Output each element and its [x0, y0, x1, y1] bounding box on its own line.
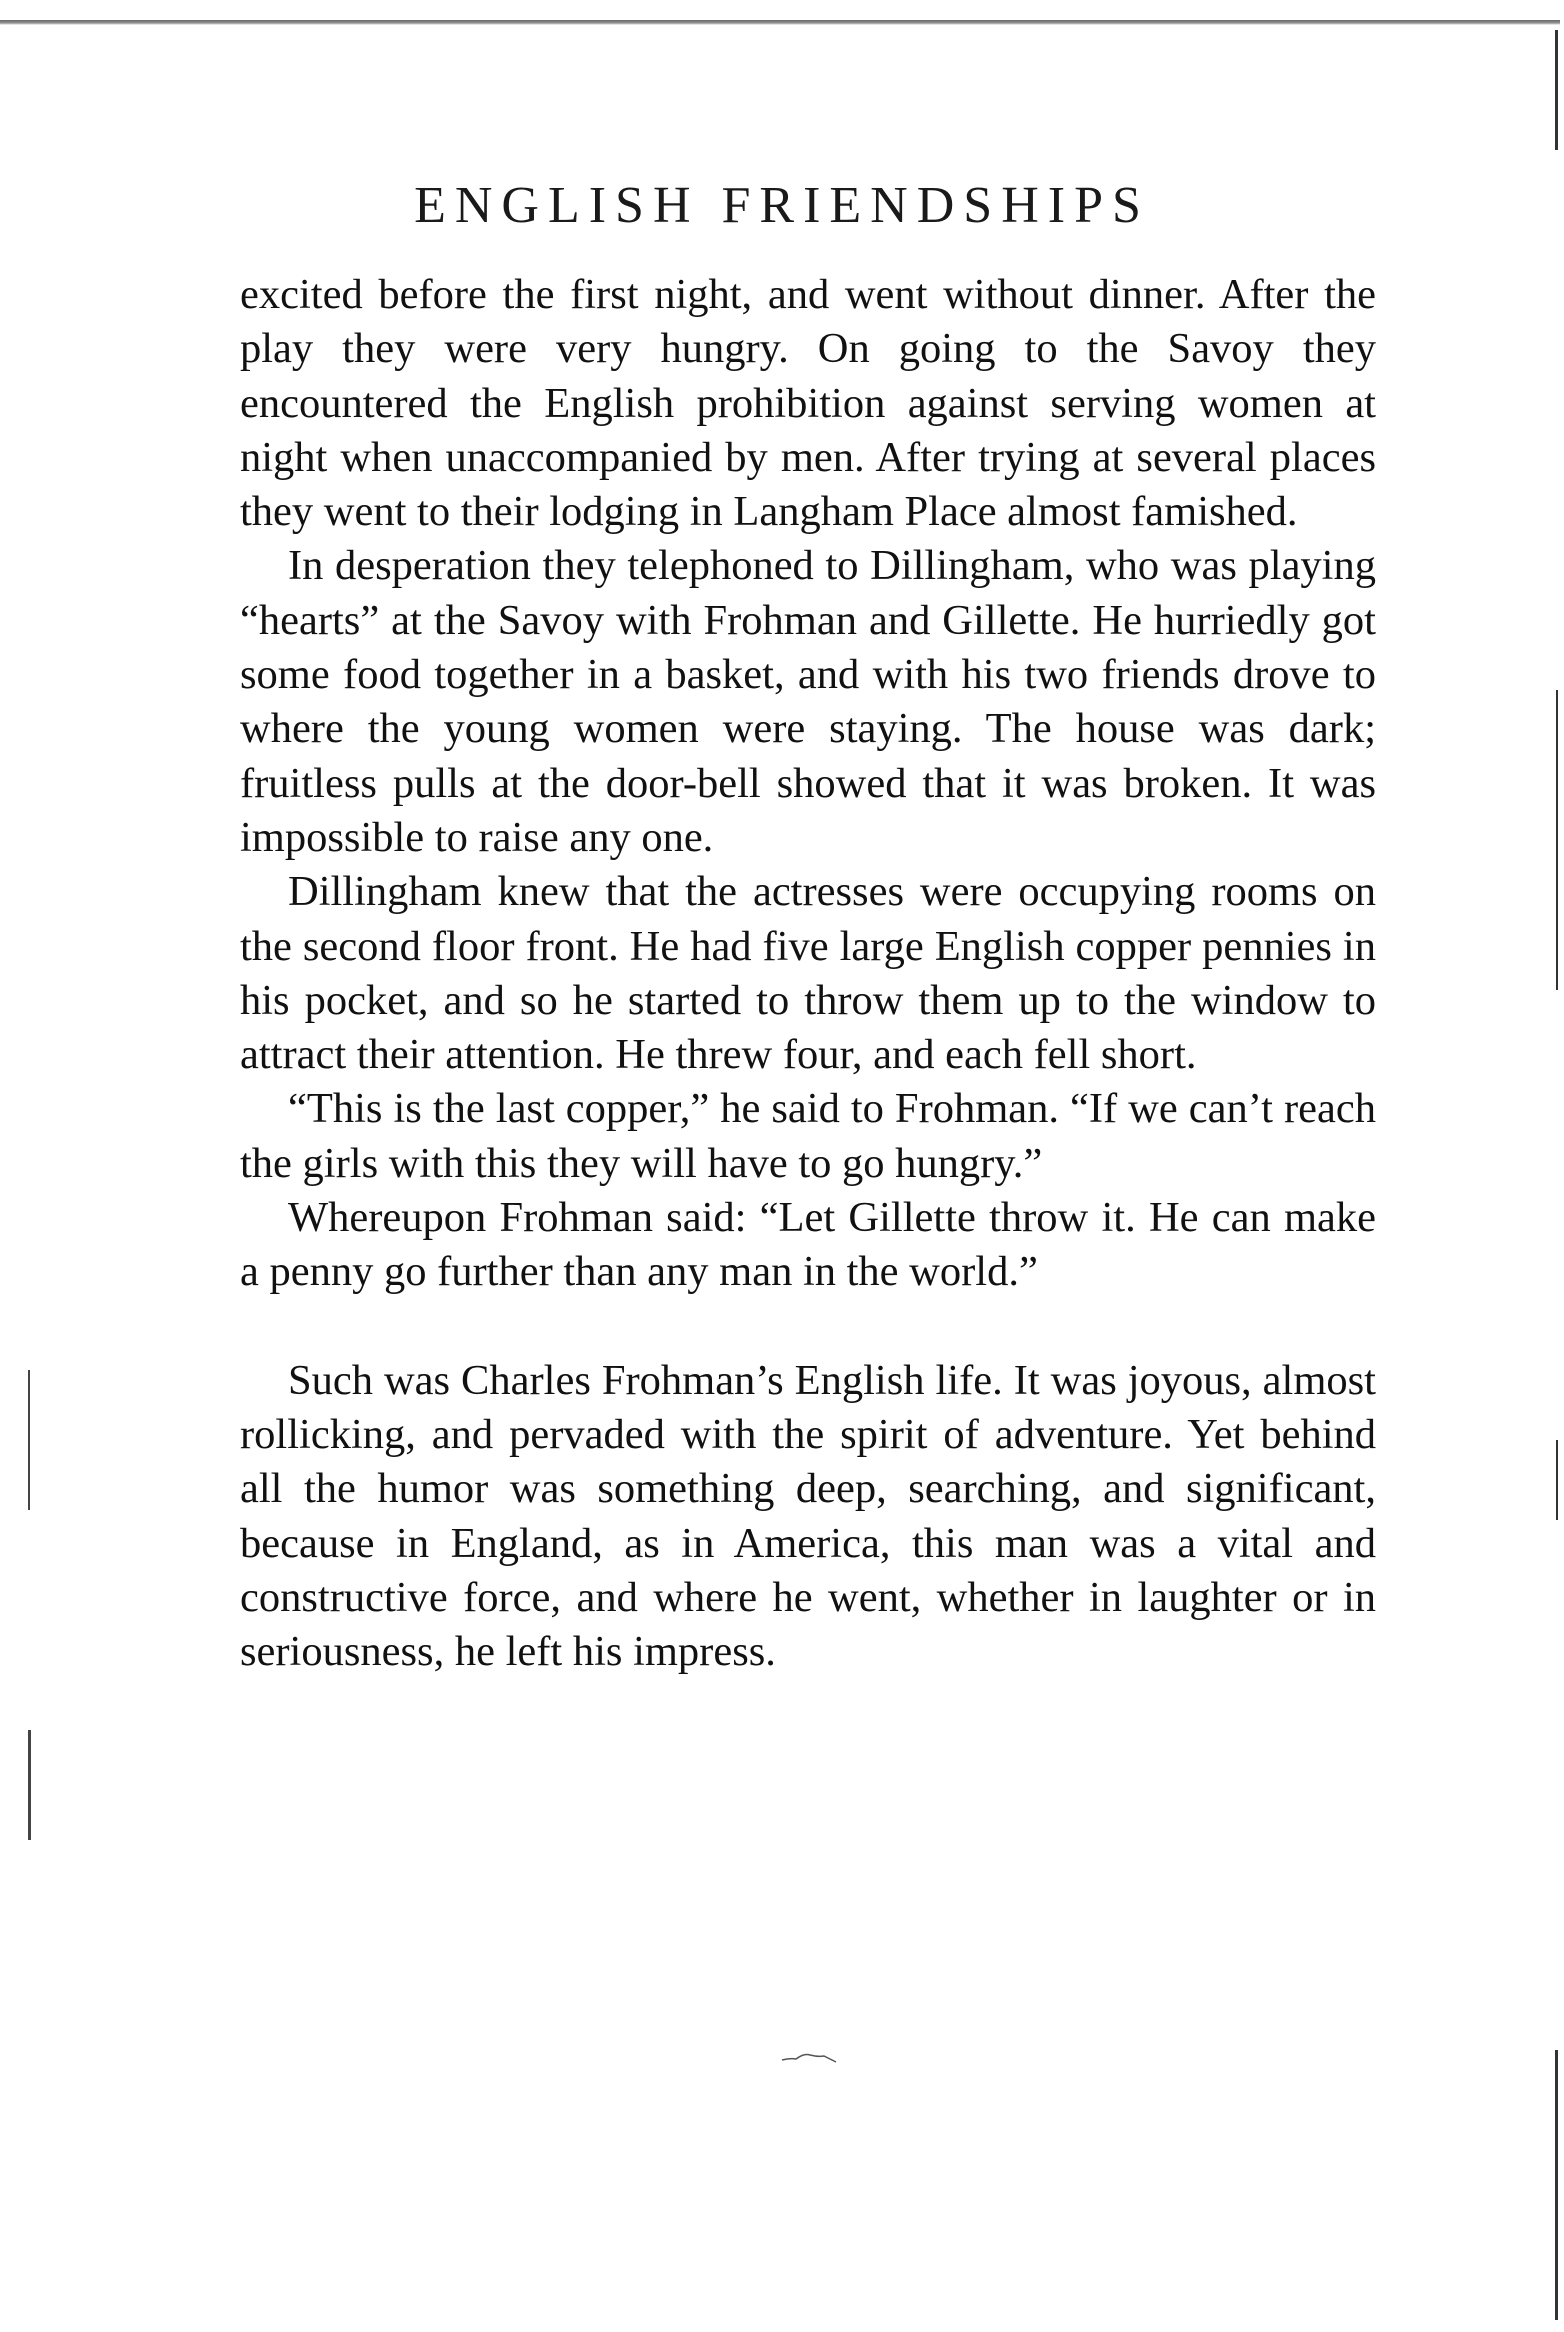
- right-edge-artifact: [1556, 1440, 1558, 1520]
- paragraph: Dillingham knew that the actresses were occupying rooms on the second floor front. He had five large English copper pennies in his pocket, and so he started to throw them up to the window to attract their attention. He threw four, and each fell short.: [240, 868, 1376, 1079]
- paragraph: Such was Charles Frohman’s English life. It was joyous, almost rollicking, and pervaded with the spirit of adventure. Yet behind all the humor was something deep, searching, and significant, because in England, as in America, this man was a vital and constructive force, and where he went, whether in laughter or in seriousness, he left his impress.: [240, 1356, 1376, 1676]
- page-top-edge-artifact: [0, 20, 1560, 25]
- right-edge-artifact: [1555, 2050, 1558, 2320]
- ornament-mark: [780, 2050, 840, 2064]
- body-text: [240, 268, 1376, 1679]
- paragraph: “This is the last copper,” he said to Frohman. “If we can’t reach the girls with this they will have to go hungry.”: [240, 1085, 1376, 1187]
- paragraph: excited before the first night, and went without dinner. After the play they were very hungry. On going to the Savoy they encountered the English prohibition against serving women at night when unaccompanied by men. After trying at several places they went to their lodging in Langham Place almost famished.: [240, 271, 1376, 536]
- paragraph: In desperation they telephoned to Dillingham, who was playing “hearts” at the Savoy with Frohman and Gillette. He hurriedly got some food together in a basket, and with his two friends drove to where the young women were staying. The house was dark; fruitless pulls at the door-bell showed that it was broken. It was impossible to raise any one.: [240, 542, 1376, 861]
- running-header: ENGLISH FRIENDSHIPS: [414, 177, 1150, 234]
- right-edge-artifact: [1555, 30, 1558, 150]
- left-margin-artifact: [28, 1730, 31, 1840]
- paragraph: Whereupon Frohman said: “Let Gillette throw it. He can make a penny go further than any man in the world.”: [240, 1194, 1376, 1296]
- left-margin-artifact: [28, 1370, 30, 1510]
- right-edge-artifact: [1556, 690, 1558, 990]
